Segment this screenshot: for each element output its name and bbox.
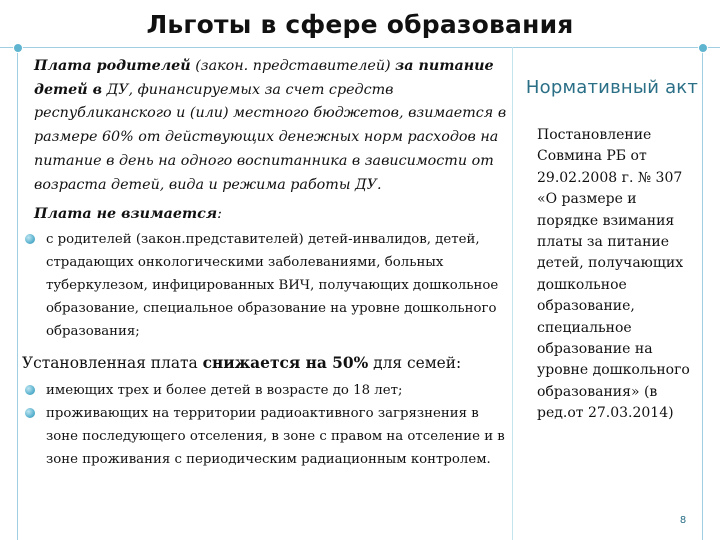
not-charged-list	[22, 228, 507, 343]
slide-title: Льготы в сфере образования	[146, 10, 574, 39]
intro-bold-1: Плата родителей	[34, 58, 191, 74]
not-charged-colon: :	[217, 206, 222, 223]
intro-bold-2: за питание детей в	[34, 58, 494, 98]
list-item	[22, 402, 507, 471]
bullet-icon	[25, 408, 35, 418]
normative-act-text: Постановление Совмина РБ от 29.02.2008 г. № 307 «О размере и порядке взимания платы за питание детей, получающих дошкольное образование, специальное образование на уровне дошкольного образования» (в ред.от 27.03.2014)	[537, 127, 690, 422]
list-item	[22, 228, 507, 343]
reduced-prefix: Установленная плата	[22, 354, 203, 373]
bullet-icon	[25, 234, 35, 244]
left-column	[22, 55, 507, 471]
right-column	[523, 75, 701, 425]
reduced-bold: снижается на 50%	[202, 354, 369, 373]
bullet-icon	[25, 385, 35, 395]
list-item-text: проживающих на территории радиоактивного загрязнения в зоне последующего отселения, в зоне с правом на отселение и в зоне проживания с периодическим радиационным контролем.	[46, 406, 505, 468]
intro-paragraph	[22, 55, 507, 197]
list-item-text: с родителей (закон.представителей) детей-инвалидов, детей, страдающих онкологическими заболеваниями, больных туберкулезом, инфицированных ВИЧ, получающих дошкольное образование, специальное образование на уровне дошкольного образования;	[46, 232, 499, 340]
normative-act-heading: Нормативный акт	[525, 77, 699, 98]
frame-right-line	[702, 47, 703, 540]
list-item	[22, 379, 507, 402]
frame-left-line	[17, 47, 18, 540]
not-charged-bold: Плата не взимается	[34, 206, 218, 223]
reduced-heading	[22, 351, 507, 375]
intro-text-1: (закон. представителей)	[190, 58, 396, 74]
reduced-suffix: для семей:	[368, 354, 462, 373]
intro-text-2: ДУ, финансируемых за счет средств республиканского и (или) местного бюджетов, взимается в размере 60% от действующих денежных норм расходов на питание в день на одного воспитанника в зависимости от возраста детей, вида и режима работы ДУ.	[34, 81, 507, 193]
frame-top-line	[0, 47, 720, 48]
page-number: 8	[679, 515, 687, 526]
not-charged-heading	[22, 203, 507, 226]
list-item-text: имеющих трех и более детей в возрасте до 18 лет;	[46, 383, 403, 399]
column-divider	[512, 47, 513, 540]
reduced-list	[22, 379, 507, 471]
